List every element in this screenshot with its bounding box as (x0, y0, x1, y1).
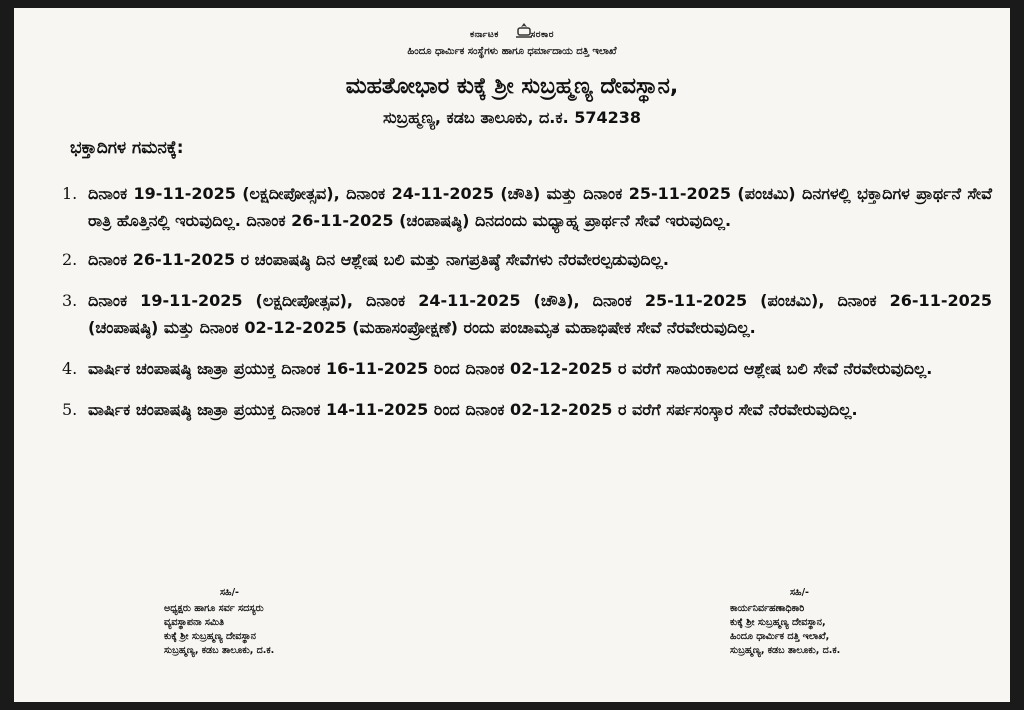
notice-text: ವಾರ್ಷಿಕ ಚಂಪಾಷಷ್ಠಿ ಜಾತ್ರಾ ಪ್ರಯುಕ್ತ ದಿನಾಂಕ 16-11-2025 ರಿಂದ ದಿನಾಂಕ 02-12-2025 ರ ವರೆಗೆ ಸಾಯಂಕಾಲದ ಆಶ್ಲೇಷ ಬಲಿ ಸೇವೆ ನೆರವೇರುವುದಿಲ್ಲ. (88, 359, 933, 378)
signature-line: ಕುಕ್ಕೆ ಶ್ರೀ ಸುಬ್ರಹ್ಮಣ್ಯ ದೇವಸ್ಥಾನ, (730, 617, 826, 628)
signature-line: ವ್ಯವಸ್ಥಾಪನಾ ಸಮಿತಿ (164, 617, 225, 628)
signed-mark: ಸಹಿ/- (790, 587, 809, 598)
notice-number: 5. (62, 400, 78, 419)
attention-heading: ಭಕ್ತಾದಿಗಳ ಗಮನಕ್ಕೆ: (70, 138, 184, 158)
notice-text: ದಿನಾಂಕ 19-11-2025 (ಲಕ್ಷದೀಪೋತ್ಸವ), ದಿನಾಂಕ 24-11-2025 (ಚೌತಿ) ಮತ್ತು ದಿನಾಂಕ 25-11-2025 (ಪಂಚಮಿ) ದಿನಗಳಲ್ಲಿ ಭಕ್ತಾದಿಗಳ ಪ್ರಾರ್ಥನೆ ಸೇವೆ ರಾತ್ರಿ ಹೊತ್ತಿನಲ್ಲಿ ಇರುವುದಿಲ್ಲ. ದಿನಾಂಕ 26-11-2025 (ಚಂಪಾಷಷ್ಠಿ) ದಿನದಂದು ಮಧ್ಯಾಹ್ನ ಪ್ರಾರ್ಥನೆ ಸೇವೆ ಇರುವುದಿಲ್ಲ. (88, 184, 992, 230)
notice-text: ವಾರ್ಷಿಕ ಚಂಪಾಷಷ್ಠಿ ಜಾತ್ರಾ ಪ್ರಯುಕ್ತ ದಿನಾಂಕ 14-11-2025 ರಿಂದ ದಿನಾಂಕ 02-12-2025 ರ ವರೆಗೆ ಸರ್ಪಸಂಸ್ಕಾರ ಸೇವೆ ನೆರವೇರುವುದಿಲ್ಲ. (88, 400, 858, 419)
notice-number: 4. (62, 359, 78, 378)
notice-item (62, 246, 992, 273)
notice-text: ದಿನಾಂಕ 26-11-2025 ರ ಚಂಪಾಷಷ್ಠಿ ದಿನ ಆಶ್ಲೇಷ ಬಲಿ ಮತ್ತು ನಾಗಪ್ರತಿಷ್ಠೆ ಸೇವೆಗಳು ನೆರವೇರಲ್ಪಡುವುದಿಲ್ಲ. (88, 250, 669, 269)
government-line (14, 30, 1010, 40)
signature-line: ಸುಬ್ರಹ್ಮಣ್ಯ, ಕಡಬ ತಾಲೂಕು, ದ.ಕ. (164, 645, 275, 656)
signature-line: ಹಿಂದೂ ಧಾರ್ಮಿಕ ದತ್ತಿ ಇಲಾಖೆ, (730, 631, 830, 642)
signature-block-committee (164, 586, 274, 658)
notice-document (14, 8, 1010, 702)
notice-item (62, 355, 992, 382)
signature-line: ಸುಬ್ರಹ್ಮಣ್ಯ, ಕಡಬ ತಾಲೂಕು, ದ.ಕ. (730, 645, 841, 656)
gov-left: ಕರ್ನಾಟಕ (470, 30, 499, 40)
notice-item (62, 396, 992, 423)
notice-list (62, 180, 992, 423)
temple-address: ಸುಬ್ರಹ್ಮಣ್ಯ, ಕಡಬ ತಾಲೂಕು, ದ.ಕ. 574238 (382, 108, 642, 127)
notice-number: 1. (62, 184, 78, 203)
signature-line: ಕುಕ್ಕೆ ಶ್ರೀ ಸುಬ್ರಹ್ಮಣ್ಯ ದೇವಸ್ಥಾನ (164, 631, 256, 642)
department-line: ಹಿಂದೂ ಧಾರ್ಮಿಕ ಸಂಸ್ಥೆಗಳು ಹಾಗೂ ಧರ್ಮಾದಾಯ ದತ್ತಿ ಇಲಾಖೆ (407, 46, 617, 57)
gov-right: ಸರಕಾರ (530, 30, 554, 40)
notice-text: ದಿನಾಂಕ 19-11-2025 (ಲಕ್ಷದೀಪೋತ್ಸವ), ದಿನಾಂಕ 24-11-2025 (ಚೌತಿ), ದಿನಾಂಕ 25-11-2025 (ಪಂಚಮಿ), ದಿನಾಂಕ 26-11-2025 (ಚಂಪಾಷಷ್ಠಿ) ಮತ್ತು ದಿನಾಂಕ 02-12-2025 (ಮಹಾಸಂಪ್ರೋಕ್ಷಣೆ) ರಂದು ಪಂಚಾಮೃತ ಮಹಾಭಿಷೇಕ ಸೇವೆ ನೆರವೇರುವುದಿಲ್ಲ. (88, 291, 992, 337)
notice-number: 3. (62, 291, 78, 310)
temple-name: ಮಹತೋಭಾರ ಕುಕ್ಕೆ ಶ್ರೀ ಸುಬ್ರಹ್ಮಣ್ಯ ದೇವಸ್ಥಾನ, (345, 74, 679, 99)
notice-number: 2. (62, 250, 78, 269)
signed-mark: ಸಹಿ/- (220, 587, 239, 598)
signature-block-executive-officer (730, 586, 840, 658)
signature-line: ಅಧ್ಯಕ್ಷರು ಹಾಗೂ ಸರ್ವ ಸದಸ್ಯರು (164, 603, 264, 614)
notice-item (62, 180, 992, 234)
signature-line: ಕಾರ್ಯನಿರ್ವಹಣಾಧಿಕಾರಿ (730, 603, 805, 614)
notice-item (62, 287, 992, 341)
